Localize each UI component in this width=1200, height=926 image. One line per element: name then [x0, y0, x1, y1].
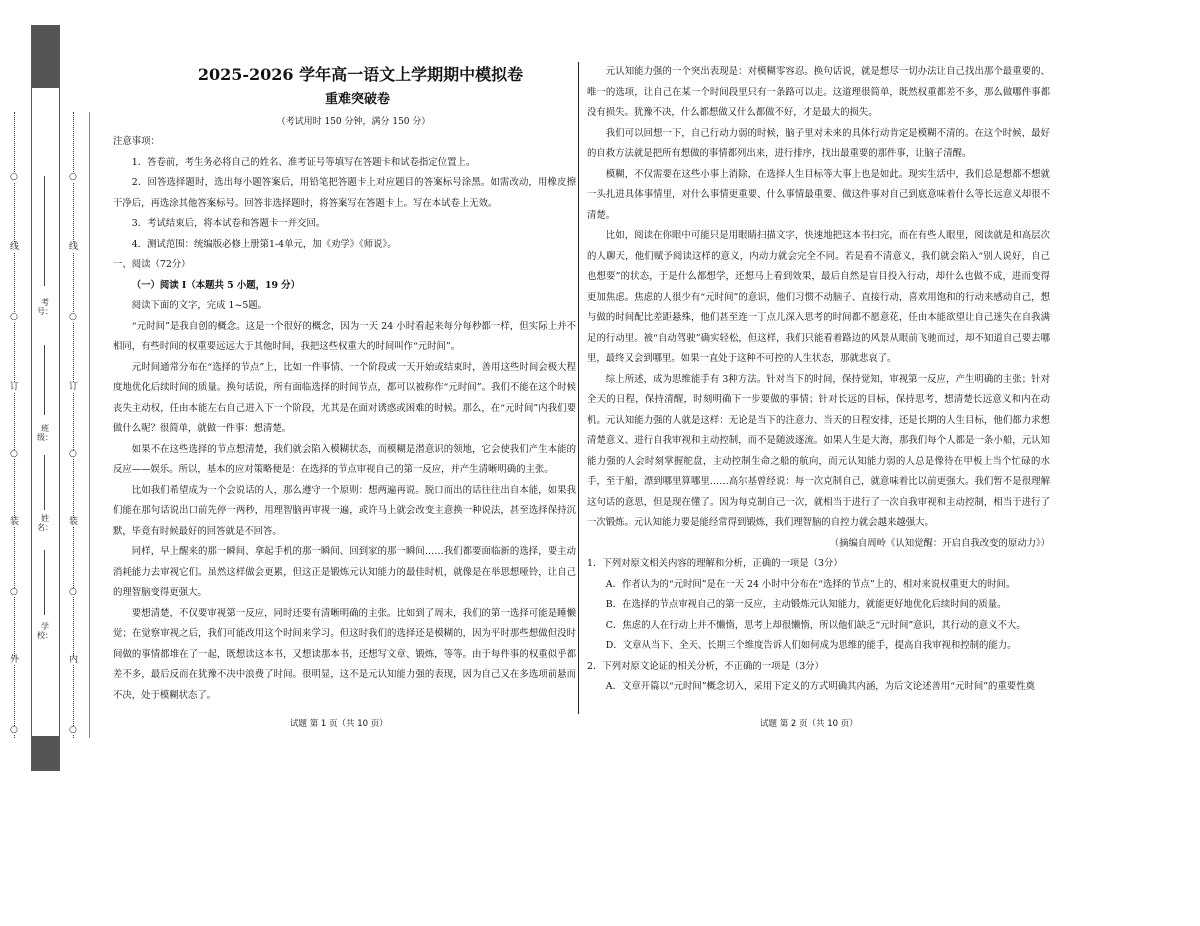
inner-dotted-line [73, 112, 74, 738]
line-mark: 线 [69, 242, 79, 252]
circle-mark: ○ [10, 312, 18, 322]
question-1-option-c[interactable]: C．焦虑的人在行动上并不懒惰，思考上却很懒惰，所以他们缺乏“元时间”意识，其行动的意义不大。 [605, 619, 1026, 631]
exam-subtitle: 重难突破卷 [324, 92, 390, 107]
binding-strip [0, 0, 95, 772]
passage-paragraph: 元时间通常分布在“选择的节点”上，比如一件事情、一个阶段或一天开始或结束时，善用这些时间会极大程度地优化后续时间的质量。换句话说，所有面临选择的时间节点，都可以被称作“元时间”。我们不能在这个时候丧失主动权，任由本能左右自己进入下一个阶段，尤其是在面对诱惑或困难的时候。那么，在“元时间”内我们要做什么呢？很简单，就做一件事：想清楚。 [113, 361, 576, 434]
notice-item: 1．答卷前，考生务必将自己的姓名、准考证号等填写在答题卡和试卷指定位置上。 [131, 156, 476, 168]
section-heading: 一、阅读（72分） [113, 259, 191, 270]
notice-item: 3．考试结束后，将本试卷和答题卡一并交回。 [131, 218, 326, 229]
passage-paragraph: 如果不在这些选择的节点想清楚，我们就会陷入模糊状态，而模糊是潜意识的领地，它会使我们产生本能的反应——娱乐。所以，基本的应对策略便是：在选择的节点审视自己的第一反应，并产生清晰明确的主张。 [113, 443, 576, 475]
passage-paragraph: 比如我们希望成为一个会说话的人，那么遵守一个原则：想两遍再说。脱口而出的话往往出自本能，如果我们能在那句话说出口前先停一两秒，用理智脑再审视一遍，或许马上就会改变主意换一种说法，甚至选择保持沉默，毕竟有时候最好的回答就是不回答。 [113, 484, 576, 537]
question-2-option-a[interactable]: A．文章开篇以“元时间”概念切入，采用下定义的方式明确其内涵，为后文论述善用“元时间”的重要性奠 [605, 681, 1035, 692]
notice-item: 2．回答选择题时，选出每小题答案后，用铅笔把答题卡上对应题目的答案标号涂黑。如需改动，用橡皮擦干净后，再选涂其他答案标号。回答非选择题时，将答案写在答题卡上。写在本试卷上无效。 [113, 177, 576, 209]
school-label: 学校： [37, 622, 53, 640]
class-line[interactable] [44, 345, 45, 415]
question-1: 1．下列对原文相关内容的理解和分析，正确的一项是（3分） [587, 558, 843, 569]
exam-number-line[interactable] [44, 176, 45, 286]
exam-meta: （考试用时 150 分钟，满分 150 分） [276, 117, 431, 127]
circle-mark: ○ [69, 587, 77, 597]
question-1-option-d[interactable]: D．文章从当下、全天、长期三个维度告诉人们如何成为思维的能手，提高自我审视和控制的能力。 [605, 640, 1017, 651]
outer-cut-line [14, 112, 15, 738]
reading-instruction: 阅读下面的文字，完成 1~5题。 [131, 300, 268, 311]
install-mark: 装 [69, 517, 79, 527]
circle-mark: ○ [10, 587, 18, 597]
inner-cut-line [89, 112, 90, 738]
notice-heading: 注意事项： [113, 136, 160, 147]
name-line[interactable] [44, 455, 45, 510]
passage-paragraph: 模糊，不仅需要在这些小事上消除，在选择人生目标等大事上也是如此。现实生活中，我们总是想都不想就一头扎进具体事情里，对什么事情更重要、什么事情最重要、做这件事对自己到底意味着什么等长远意义却很不清楚。 [587, 168, 1050, 221]
gray-sealing-bar [31, 25, 60, 771]
column-divider [578, 62, 579, 714]
passage-paragraph: 元认知能力强的一个突出表现是：对模糊零容忍。换句话说，就是想尽一切办法让自己找出那个最重要的、唯一的选项，让自己在某一个时间段里只有一条路可以走。这道理很简单，既然权重都差不多，那么做哪件事都没有损失。犹豫不决，什么都想做又什么都做不好，才是最大的损失。 [587, 66, 1050, 118]
circle-mark: ○ [69, 449, 77, 459]
page-footer-right: 试题 第 2 页（共 10 页） [760, 719, 858, 729]
question-1-option-a[interactable]: A．作者认为的“元时间”是在一天 24 小时中分布在“选择的节点”上的、相对来说权重更大的时间。 [605, 578, 1016, 590]
school-line[interactable] [44, 550, 45, 615]
circle-mark: ○ [69, 312, 77, 322]
source-citation: （摘编自周岭《认知觉醒：开启自我改变的原动力》） [829, 537, 1050, 549]
exam-title: 2025-2026 学年高一语文上学期期中模拟卷 [197, 65, 524, 84]
bind-mark: 订 [69, 382, 79, 392]
passage-paragraph: 同样，早上醒来的那一瞬间、拿起手机的那一瞬间、回到家的那一瞬间……我们都要面临新的选择，要主动消耗能力去审视它们。虽然这样做会更累，但这正是锻炼元认知能力的最佳时机，就像是在举思想哑铃，让自己的理智脑变得更强大。 [113, 546, 576, 598]
page-footer-left: 试题 第 1 页（共 10 页） [290, 719, 388, 729]
passage-paragraph: “元时间”是我自创的概念。这是一个很好的概念，因为一天 24 小时看起来每分每秒都一样，但实际上并不相同，有些时间的权重要远远大于其他时间，我把这些权重大的时间叫作“元时间”。 [113, 320, 576, 352]
line-mark: 线 [10, 242, 20, 252]
passage-paragraph: 综上所述，成为思维能手有 3种方法。针对当下的时间，保持觉知，审视第一反应，产生明确的主张；针对全天的日程，保持清醒，时刻明确下一步要做的事情；针对长远的目标，保持思考，想清楚长远意义和内在动机。元认知能力强的人就是这样：无论是当下的注意力、当天的日程安排，还是长期的人生目标，他们都力求想清楚意义、进行自我审视和主动控制，而不是随波逐流。如果人生是大海，那我们每个人都是一条小船，元认知能力强的人会时刻掌握舵盘，主动控制生命之船的航向，而元认知能力弱的人总是像待在甲板上当个忙碌的水手，至于船，漂到哪里算哪里……高尔基曾经说：每一次克制自己，就意味着比以前更强大。我们暂不是很理解这句话的意思，但是现在懂了。因为每克制自己一次，就相当于进行了一次自我审视和主动控制，相当于进行了一次锻炼。元认知能力要是能经常得到锻炼，我们理智脑的自控力就会越来越强大。 [587, 373, 1050, 528]
name-label: 姓名： [37, 514, 53, 532]
circle-mark: ○ [69, 725, 77, 735]
notice-item: 4．测试范围：统编版必修上册第1-4单元，加《劝学》《师说》。 [131, 238, 397, 250]
question-2: 2．下列对原文论证的相关分析，不正确的一项是（3分） [587, 660, 824, 672]
class-label: 班级： [37, 424, 53, 442]
circle-mark: ○ [10, 725, 18, 735]
passage-paragraph: 比如，阅读在你眼中可能只是用眼睛扫描文字，快速地把这本书扫完，而在有些人眼里，阅读就是和高层次的人聊天，他们赋予阅读这样的意义，内动力就会完全不同。若是看不清意义，我们就会陷入“别人说好，自己也想要”的状态，于是什么都想学，还想马上看到效果，最后自然是盲目投入行动，却什么也做不成，进而变得更加焦虑。焦虑的人很少有“元时间”的意识，他们习惯不动脑子、直接行动，喜欢用饱和的行动来感动自己，想与做的时间配比差距悬殊，他们甚至连一丁点儿深入思考的时间都不愿意花，任由本能欲望让自己迷失在自我满足的行动里。被“自动驾驶”确实轻松，但这样，我们只能看着路边的风景从眼前飞驰而过，却不知道自己要去哪里，最终又会到哪里。如果一直处于这种不可控的人生状态，那就悲哀了。 [587, 230, 1050, 364]
bind-mark: 订 [10, 382, 20, 392]
inner-mark: 内 [69, 655, 79, 665]
exam-number-label: 考号： [37, 298, 53, 316]
outer-mark: 外 [10, 655, 20, 665]
circle-mark: ○ [10, 172, 18, 182]
circle-mark: ○ [10, 449, 18, 459]
right-column [587, 62, 1050, 698]
install-mark: 装 [10, 517, 20, 527]
circle-mark: ○ [69, 172, 77, 182]
subsection-heading: （一）阅读 I（本题共 5 小题，19 分） [131, 279, 301, 291]
question-1-option-b[interactable]: B．在选择的节点审视自己的第一反应，主动锻炼元认知能力，就能更好地优化后续时间的质量。 [605, 599, 1007, 610]
passage-paragraph: 我们可以回想一下，自己行动力弱的时候，脑子里对未来的具体行动肯定是模糊不清的。在这个时候，最好的自救方法就是把所有想做的事情都列出来，进行排序，找出最重要的那件事，让脑子清醒。 [587, 127, 1050, 159]
left-column [113, 62, 576, 706]
passage-paragraph: 要想清楚，不仅要审视第一反应，同时还要有清晰明确的主张。比如到了周末，我们的第一选择可能是睡懒觉；在觉察审视之后，我们可能改用这个时间来学习。但这时我们的选择还是模糊的，因为平时那些想做但没时间做的事情都堆在了一起，既想读这本书，又想读那本书，还想写文章、锻炼，等等。由于每件事的权重似乎都差不多，最后反而在犹豫不决中浪费了时间。很明显，这不是元认知能力强的表现，因为自己又在多选项前悬而不决，处于模糊状态了。 [113, 607, 576, 701]
